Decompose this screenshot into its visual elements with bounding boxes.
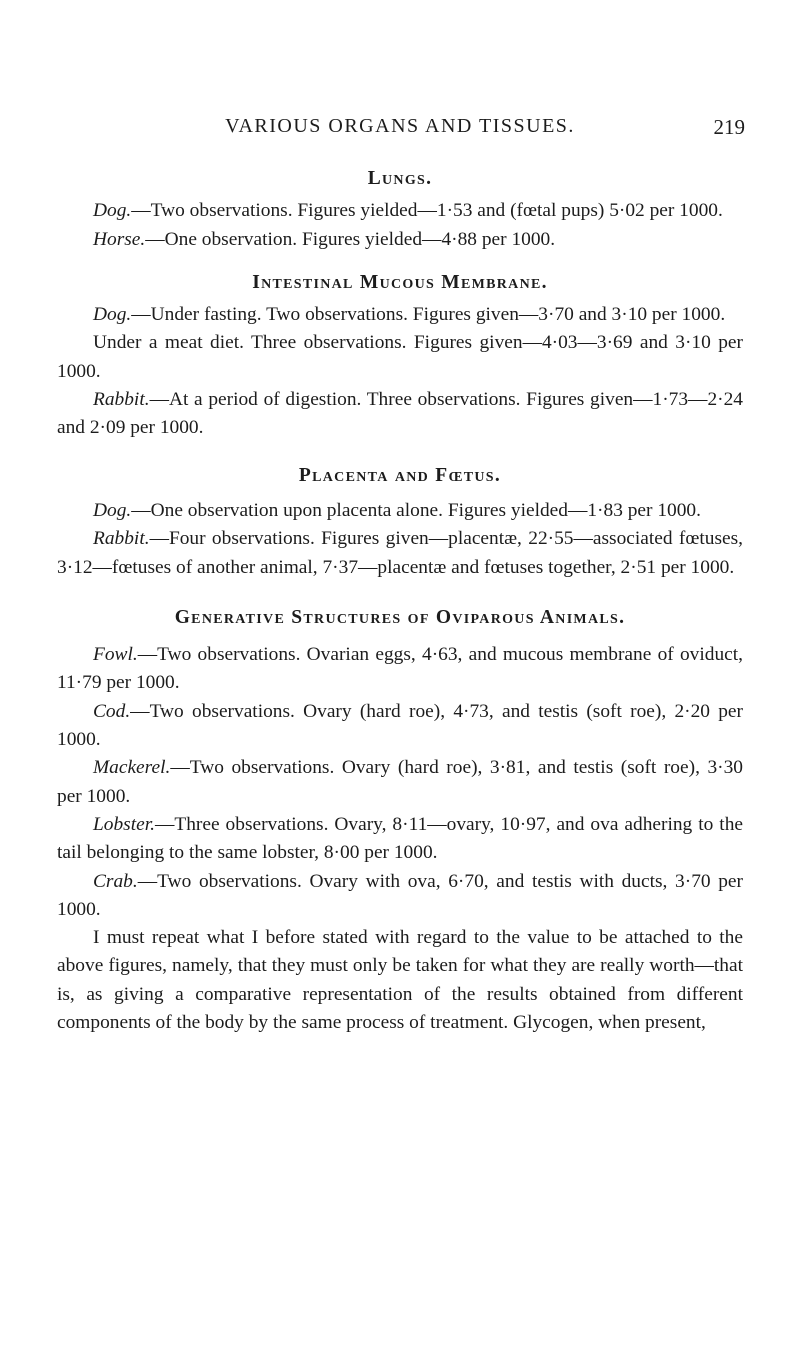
entry-text: —One observation upon placenta alone. Figures yielded—1·83 per 1000. xyxy=(131,499,701,521)
entry-generative-crab xyxy=(57,868,743,925)
page-number: 219 xyxy=(713,115,745,139)
entry-text: —One observation. Figures yielded—4·88 per 1000. xyxy=(145,228,556,250)
entry-placenta-rabbit xyxy=(57,525,743,582)
entry-text: Under a meat diet. Three observations. Figures given—4·03—3·69 and 3·10 per 1000. xyxy=(57,332,743,382)
entry-lead: Rabbit. xyxy=(93,528,150,550)
entry-lungs-horse xyxy=(57,226,743,254)
entry-generative-cod xyxy=(57,698,743,755)
entry-lead: Rabbit. xyxy=(93,389,150,411)
entry-text: —At a period of digestion. Three observations. Figures given—1·73—2·24 and 2·09 per 1000. xyxy=(57,389,743,439)
page-header xyxy=(0,115,800,145)
entry-lead: Dog. xyxy=(93,304,132,326)
entry-lead: Crab. xyxy=(93,870,138,892)
entry-intestinal-dog xyxy=(57,301,743,329)
page-body xyxy=(57,165,743,1037)
closing-paragraph: I must repeat what I before stated with regard to the value to be attached to the above figures, namely, that they must only be taken for what they are really worth—that is, as giving a comparative representation of the results obtained from different components of the body by the same process of treatment. Glycogen, when present, xyxy=(57,927,743,1034)
entry-generative-fowl xyxy=(57,641,743,698)
entry-text: —Two observations. Ovary with ova, 6·70, and testis with ducts, 3·70 per 1000. xyxy=(57,870,743,920)
entry-lungs-dog xyxy=(57,197,743,225)
entry-text: —Under fasting. Two observations. Figures given—3·70 and 3·10 per 1000. xyxy=(131,304,726,326)
entry-intestinal-rabbit xyxy=(57,386,743,443)
running-title: VARIOUS ORGANS AND TISSUES. xyxy=(225,115,575,137)
entry-lead: Fowl. xyxy=(93,644,138,666)
entry-text: —Three observations. Ovary, 8·11—ovary, 10·97, and ova adhering to the tail belonging to the same lobster, 8·00 per 1000. xyxy=(57,813,743,864)
section-heading-intestinal: Intestinal Mucous Membrane. xyxy=(252,271,548,293)
entry-generative-lobster xyxy=(57,811,743,868)
section-heading-placenta: Placenta and Fœtus. xyxy=(298,464,502,486)
entry-lead: Mackerel. xyxy=(93,757,171,779)
entry-text: —Two observations. Ovary (hard roe), 3·81, and testis (soft roe), 3·30 per 1000. xyxy=(57,757,743,807)
entry-lead: Lobster. xyxy=(93,813,155,835)
entry-lead: Horse. xyxy=(93,228,146,250)
entry-lead: Dog. xyxy=(93,200,132,222)
entry-lead: Dog. xyxy=(93,499,132,521)
entry-placenta-dog xyxy=(57,497,743,525)
entry-generative-mackerel xyxy=(57,754,743,811)
entry-text: —Four observations. Figures given—placentæ, 22·55—associated fœtuses, 3·12—fœtuses of another animal, 7·37—placentæ and fœtuses together, 2·51 per 1000. xyxy=(57,528,743,578)
section-heading-lungs: Lungs. xyxy=(367,168,433,189)
entry-intestinal-meat-diet xyxy=(57,329,743,386)
entry-text: —Two observations. Ovarian eggs, 4·63, and mucous membrane of oviduct, 11·79 per 1000. xyxy=(57,644,743,694)
entry-text: —Two observations. Ovary (hard roe), 4·73, and testis (soft roe), 2·20 per 1000. xyxy=(57,700,743,751)
entry-lead: Cod. xyxy=(93,700,131,722)
entry-text: —Two observations. Figures yielded—1·53 and (fœtal pups) 5·02 per 1000. xyxy=(131,200,723,222)
section-heading-generative: Generative Structures of Oviparous Animals. xyxy=(174,606,626,628)
